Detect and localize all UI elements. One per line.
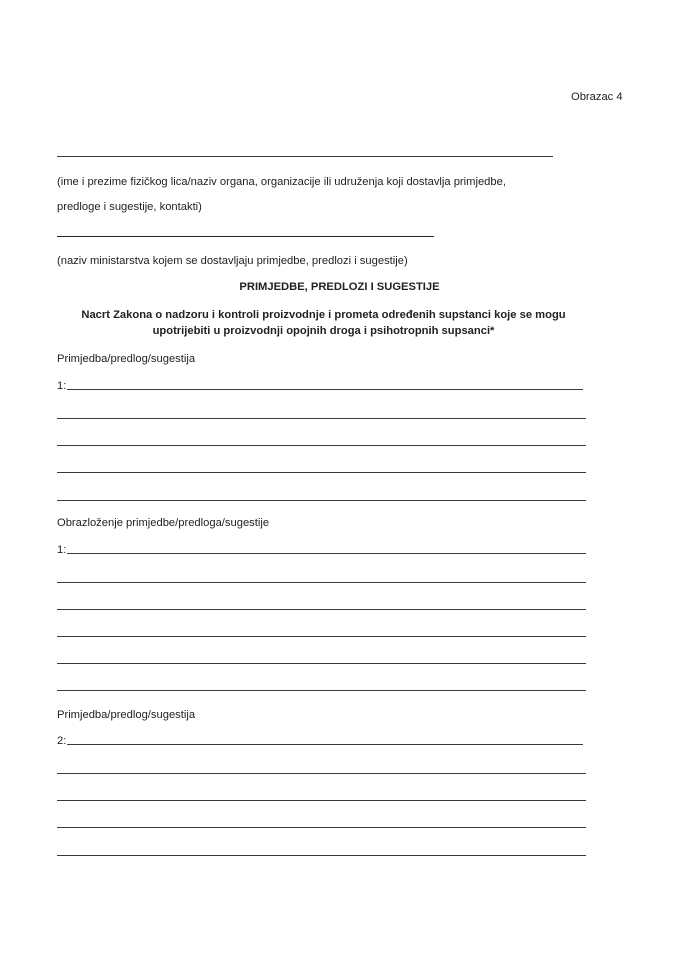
- entry-line[interactable]: [57, 500, 586, 501]
- submitter-name-line[interactable]: [57, 156, 553, 157]
- numbered-entry-line[interactable]: [57, 543, 586, 557]
- entry-number: 1:: [57, 380, 67, 392]
- section-heading: Primjedba/predlog/sugestija: [57, 353, 196, 365]
- form-subtitle-line2: upotrijebiti u proizvodnji opojnih droga i psihotropnih supsanci*: [152, 325, 495, 337]
- entry-line[interactable]: [57, 663, 586, 664]
- entry-line[interactable]: [57, 472, 586, 473]
- entry-line[interactable]: [57, 609, 586, 610]
- submitter-caption-line2: predloge i sugestije, kontakti): [57, 201, 202, 213]
- entry-line[interactable]: [57, 800, 586, 801]
- numbered-entry-line[interactable]: [57, 379, 583, 393]
- entry-number: 2:: [57, 735, 67, 747]
- entry-line[interactable]: [57, 773, 586, 774]
- form-subtitle-line1: Nacrt Zakona o nadzoru i kontroli proizvodnje i prometa određenih supstanci koje se mogu: [81, 309, 566, 321]
- numbered-entry-line[interactable]: [57, 734, 583, 748]
- entry-number: 1:: [57, 544, 67, 556]
- entry-line[interactable]: [57, 636, 586, 637]
- entry-line[interactable]: [57, 855, 586, 856]
- section-heading: Obrazloženje primjedbe/predloga/sugestije: [57, 517, 270, 529]
- entry-line[interactable]: [57, 827, 586, 828]
- ministry-name-line[interactable]: [57, 236, 434, 237]
- entry-line[interactable]: [57, 582, 586, 583]
- section-heading: Primjedba/predlog/sugestija: [57, 709, 196, 721]
- entry-line[interactable]: [57, 690, 586, 691]
- submitter-caption-line1: (ime i prezime fizičkog lica/naziv organa, organizacije ili udruženja koji dostavlja primjedbe,: [57, 176, 506, 188]
- form-number-label: Obrazac 4: [571, 91, 623, 103]
- entry-line[interactable]: [57, 418, 586, 419]
- entry-line[interactable]: [57, 445, 586, 446]
- form-title: PRIMJEDBE, PREDLOZI I SUGESTIJE: [239, 281, 440, 293]
- ministry-caption: (naziv ministarstva kojem se dostavljaju primjedbe, predlozi i sugestije): [57, 255, 408, 267]
